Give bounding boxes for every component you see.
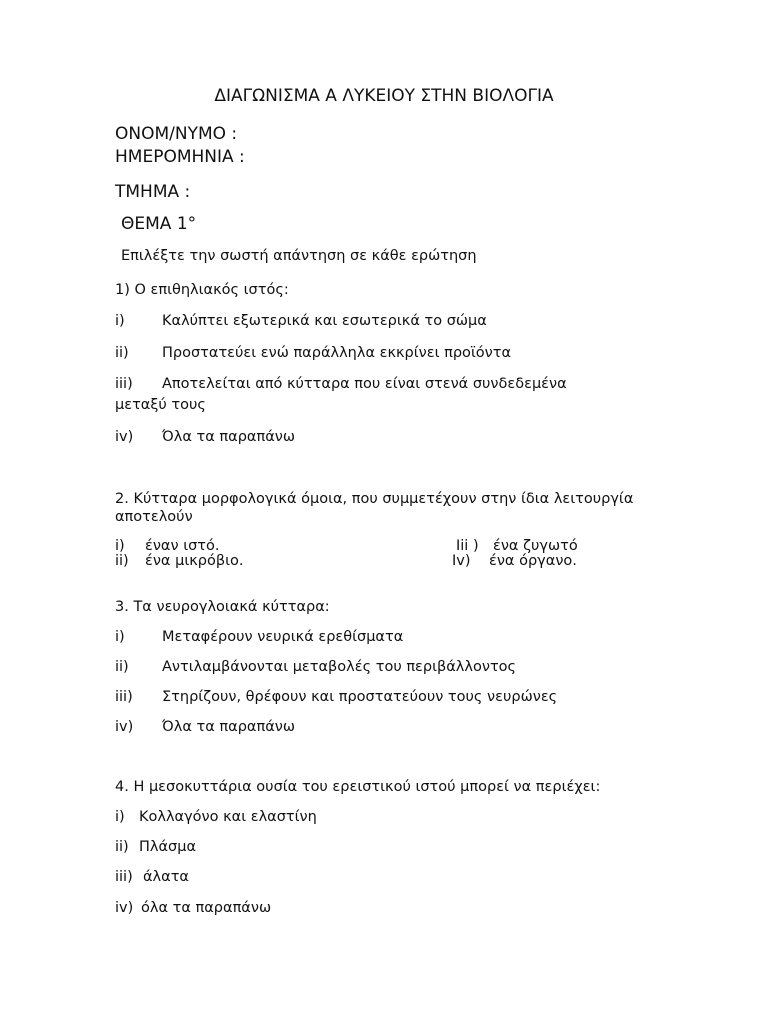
q4-option-iv bbox=[115, 900, 271, 916]
option-number: ii) bbox=[115, 553, 129, 569]
q1-option-i bbox=[115, 313, 487, 329]
q2-option-iv bbox=[452, 553, 577, 569]
q4-option-ii bbox=[115, 839, 196, 855]
date-label: ΗΜΕΡΟΜΗΝΙΑ : bbox=[115, 147, 245, 167]
q1-option-iii-continuation: μεταξύ τους bbox=[115, 397, 206, 413]
option-text: ένα μικρόβιο. bbox=[145, 553, 244, 569]
question-2-line-2: αποτελούν bbox=[115, 509, 193, 525]
option-text: έναν ιστό. bbox=[145, 538, 220, 554]
theme-heading: ΘΕΜΑ 1° bbox=[121, 214, 197, 234]
option-text: Προστατεύει ενώ παράλληλα εκκρίνει προϊόντα bbox=[162, 345, 512, 361]
option-number: ii) bbox=[115, 659, 129, 675]
option-text: Πλάσμα bbox=[139, 839, 197, 855]
page-title: ΔΙΑΓΩΝΙΣΜΑ Α ΛΥΚΕΙΟΥ ΣΤΗΝ ΒΙΟΛΟΓΙΑ bbox=[214, 86, 554, 106]
q1-option-iii bbox=[115, 376, 567, 392]
option-number: ii) bbox=[115, 345, 129, 361]
option-number: iv) bbox=[115, 429, 134, 445]
question-2-line-1: 2. Κύτταρα μορφολογικά όμοια, που συμμετέχουν στην ίδια λειτουργία bbox=[115, 491, 634, 507]
q3-option-iii bbox=[115, 689, 557, 705]
option-number: i) bbox=[115, 538, 125, 554]
option-number: i) bbox=[115, 629, 125, 645]
q2-option-iii bbox=[456, 538, 578, 554]
q1-option-ii bbox=[115, 345, 511, 361]
q2-option-i bbox=[115, 538, 220, 554]
q4-option-iii bbox=[115, 869, 189, 885]
q2-option-ii bbox=[115, 553, 244, 569]
option-number: iv) bbox=[115, 900, 134, 916]
option-text: Όλα τα παραπάνω bbox=[162, 719, 296, 735]
instruction-text: Επιλέξτε την σωστή απάντηση σε κάθε ερώτηση bbox=[121, 248, 477, 264]
option-number: Iii ) bbox=[456, 538, 479, 554]
q4-option-i bbox=[115, 809, 317, 825]
option-text: Όλα τα παραπάνω bbox=[162, 429, 296, 445]
q3-option-ii bbox=[115, 659, 516, 675]
option-number: iii) bbox=[115, 376, 133, 392]
option-number: iv) bbox=[115, 719, 134, 735]
q1-option-iv bbox=[115, 429, 295, 445]
option-text: Καλύπτει εξωτερικά και εσωτερικά το σώμα bbox=[162, 313, 487, 329]
option-number: iii) bbox=[115, 689, 133, 705]
option-number: Iv) bbox=[452, 553, 471, 569]
option-text: άλατα bbox=[143, 869, 189, 885]
option-text: Μεταφέρουν νευρικά ερεθίσματα bbox=[162, 629, 404, 645]
option-number: ii) bbox=[115, 839, 129, 855]
option-number: i) bbox=[115, 809, 125, 825]
option-text: ένα ζυγωτό bbox=[493, 538, 578, 554]
option-text: ένα όργανο. bbox=[489, 553, 577, 569]
class-label: ΤΜΗΜΑ : bbox=[115, 182, 191, 202]
name-label: ΟΝΟΜ/ΝΥΜΟ : bbox=[115, 124, 238, 144]
question-1: 1) Ο επιθηλιακός ιστός: bbox=[115, 282, 289, 298]
q3-option-i bbox=[115, 629, 403, 645]
question-4: 4. Η μεσοκυττάρια ουσία του ερειστικού ιστού μπορεί να περιέχει: bbox=[115, 779, 601, 795]
option-text: όλα τα παραπάνω bbox=[141, 900, 272, 916]
option-text: Αποτελείται από κύτταρα που είναι στενά συνδεδεμένα bbox=[162, 376, 567, 392]
option-text: Κολλαγόνο και ελαστίνη bbox=[139, 809, 317, 825]
question-3: 3. Τα νευρογλοιακά κύτταρα: bbox=[115, 599, 330, 615]
option-number: iii) bbox=[115, 869, 133, 885]
option-text: Στηρίζουν, θρέφουν και προστατεύουν τους νευρώνες bbox=[162, 689, 558, 705]
option-text: Αντιλαμβάνονται μεταβολές του περιβάλλοντος bbox=[162, 659, 517, 675]
q3-option-iv bbox=[115, 719, 295, 735]
option-number: i) bbox=[115, 313, 125, 329]
